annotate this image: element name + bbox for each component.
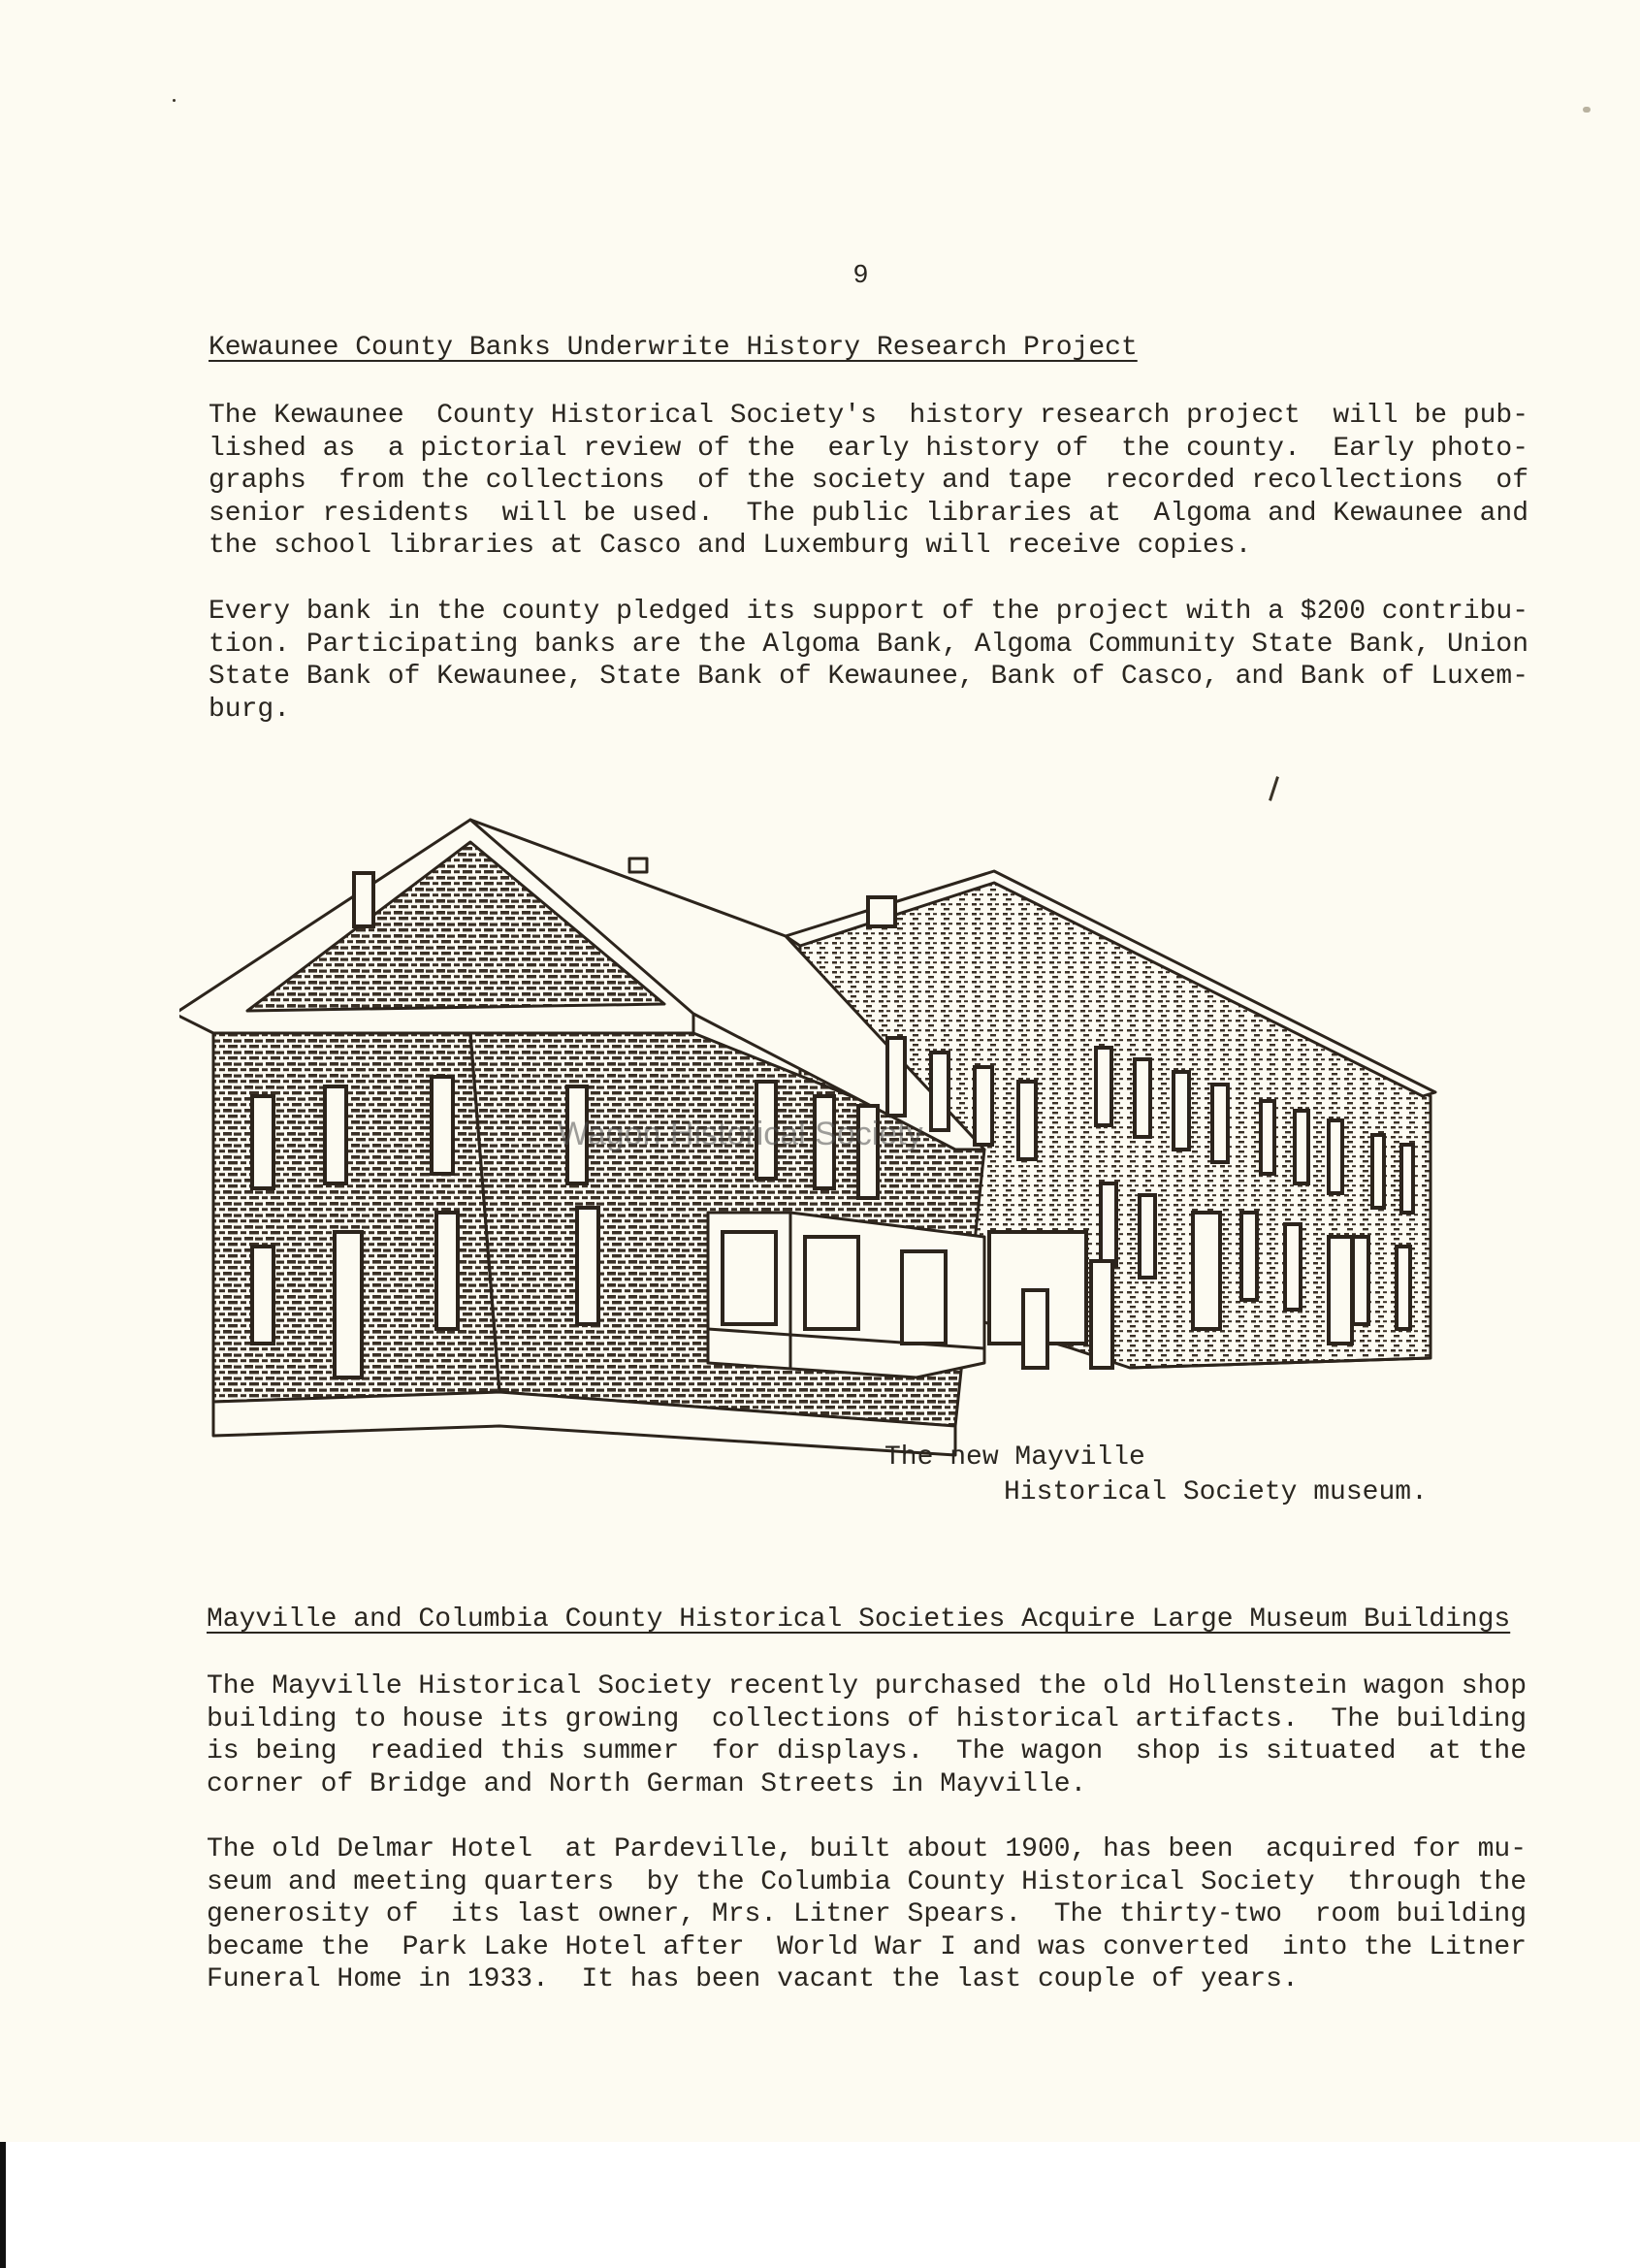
text-line: The old Delmar Hotel at Pardeville, built about 1900, has been acquired for mu-	[207, 1834, 1527, 1864]
text-line: seum and meeting quarters by the Columbia County Historical Society through the	[207, 1866, 1527, 1897]
illustration-caption-line2: Historical Society museum.	[1004, 1477, 1428, 1507]
scan-speck	[1583, 107, 1591, 113]
text-line: senior residents will be used. The public libraries at Algoma and Kewaunee and	[209, 498, 1529, 529]
text-line: The Mayville Historical Society recently purchased the old Hollenstein wagon shop	[207, 1671, 1527, 1701]
text-line: burg.	[209, 694, 291, 725]
text-line: building to house its growing collections of historical artifacts. The building	[207, 1703, 1527, 1734]
illustration-caption-line1: The new Mayville	[884, 1442, 1145, 1473]
text-line: became the Park Lake Hotel after World War I and was converted into the Litner	[207, 1931, 1527, 1962]
text-line: generosity of its last owner, Mrs. Litner Spears. The thirty-two room building	[207, 1899, 1527, 1929]
text-line: tion. Participating banks are the Algoma Bank, Algoma Community State Bank, Union	[209, 629, 1529, 660]
scan-speck	[173, 99, 176, 102]
scan-speck	[1269, 776, 1279, 801]
section1-heading: Kewaunee County Banks Underwrite History Research Project	[209, 333, 1138, 363]
scan-bottom-margin	[0, 2142, 1640, 2268]
text-line: lished as a pictorial review of the early history of the county. Early photo-	[209, 433, 1529, 464]
text-line: is being readied this summer for displays. The wagon shop is situated at the	[207, 1736, 1527, 1766]
scan-edge-shadow	[0, 2142, 6, 2268]
text-line: The Kewaunee County Historical Society's history research project will be pub-	[209, 401, 1529, 431]
text-line: Funeral Home in 1933. It has been vacant the last couple of years.	[207, 1964, 1299, 1994]
section2-heading: Mayville and Columbia County Historical Societies Acquire Large Museum Buildings	[207, 1604, 1511, 1635]
watermark-text: Wagon Historical Society	[558, 1116, 923, 1152]
text-line: Every bank in the county pledged its support of the project with a $200 contribu-	[209, 597, 1529, 627]
text-line: State Bank of Kewaunee, State Bank of Kewaunee, Bank of Casco, and Bank of Luxem-	[209, 662, 1529, 692]
text-line: corner of Bridge and North German Streets in Mayville.	[207, 1768, 1087, 1799]
text-line: the school libraries at Casco and Luxemburg will receive copies.	[209, 531, 1252, 561]
page-number: 9	[852, 262, 869, 291]
text-line: graphs from the collections of the society and tape recorded recollections of	[209, 466, 1529, 496]
